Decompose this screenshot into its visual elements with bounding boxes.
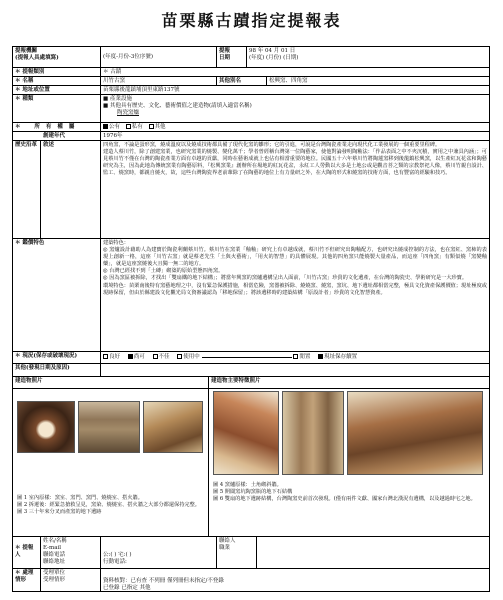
photos-row	[13, 377, 489, 537]
contact-mobile-label: 行動電話:	[103, 559, 127, 565]
checkbox-fair[interactable]	[128, 354, 133, 359]
process-field[interactable]	[101, 569, 489, 591]
contact-labels	[41, 537, 101, 568]
evaluation-bullet-3: ◎ 因為窯區被拆除，才找出「雙扇鐵的地下結構」；將當年興窯的窯爐遺構呈出人面前，「川竹古窯」珍貴的文化遺產，在台灣的陶瓷史、學術研究是一大珍寶。	[103, 275, 468, 282]
photo-kiln-interior	[17, 401, 75, 453]
evaluation-intro: 建築特色：	[103, 240, 129, 246]
category-field[interactable]: ＊ 古蹟	[103, 69, 122, 75]
contact-label: ＊ 提報人	[13, 537, 41, 568]
contact-org-label: 聯絡人	[219, 538, 236, 544]
contact-addr-label: 聯絡地址	[43, 559, 66, 565]
evaluation-bullet-4: 環境特色：苗栗南後特有窯藝地理之中，沒有緊急保護措施，相當危險，窯器被拆除、燒燒窯、燒窯，窯坑、地下遺址都相當完整，極具文化資產保護價值；現址極度或現跡保留，但由於縣建設文化觀光局文資審議認為「移地保留」；將該遺移時的建築結構「原設計者」珍貴的文化智慧資產。	[103, 282, 487, 296]
photo-excavation	[78, 401, 140, 453]
caption-5: 圖 5 開闊窯坑陶窯瓶的地下石結構	[213, 489, 293, 495]
status-row	[13, 352, 489, 364]
location-label: ＊ 地址或位置	[13, 86, 101, 94]
photos-left	[13, 377, 209, 536]
evaluation-bullet-1: ◎ 窯爐設計藉助人為建寶於陶瓷利蘭蔡川竹。蔡川竹在窯業「釉釉」研究上有卓越成就，蔡川竹不但研究出陶釉配方，也研究出燒成控制的方法，也在窯紅、窯柿的表現上創新一格，這座「川竹古窯」就是蔡老先生「土與火藝術」，「用火的智慧」的具體展現。其他的四角窯只能燒製大量產品，而這座「四角窯」有類似燒「窯變釉藥」，就是這座窯燒後大且獨一無二的地方。	[103, 247, 487, 268]
contact-org-field[interactable]	[257, 537, 489, 568]
photos-right	[209, 377, 489, 536]
caption-3: 圖 3 三十年來分叉而產窯的地下遺跡	[17, 509, 102, 515]
checkbox-idle[interactable]	[293, 354, 298, 359]
proposer-label: 提報機關 (提報人具處填寫)	[13, 47, 101, 67]
location-field[interactable]: 苗栗縣後龍鎮埔頂里東路137號	[103, 87, 180, 93]
other-field[interactable]	[101, 364, 489, 376]
caption-1: 圖 1 室內原樣：窯室、窯門、窯門、燒燒室、搭火牆。	[17, 495, 143, 501]
checkbox-good[interactable]	[103, 354, 108, 359]
category-label: ＊ 提報類別	[13, 68, 101, 76]
ownership-row	[13, 123, 489, 132]
evaluation-bullet-2: ◎ 台灣已經找不到「土磚」砌築的原始型態四角窯。	[103, 268, 224, 275]
history-sublabel: 敘述	[41, 141, 101, 238]
process-options-2: 已登錄 已指定 其他	[103, 585, 151, 591]
checkbox-in-use[interactable]	[177, 354, 182, 359]
photos-left-captions	[17, 495, 205, 516]
ownership-field[interactable]: 公有 私有 其他	[101, 123, 489, 131]
status-label: ＊ 現況(保存或破壞現況)	[13, 352, 101, 363]
name-row	[13, 77, 489, 86]
type-row	[13, 95, 489, 123]
history-text[interactable]	[101, 141, 489, 238]
process-row	[13, 569, 489, 591]
history-para-1: 四角窯，不論是蛋形窯，燒成溫度以及燒成技術都具備了現代化窯的雛形；它的引進，可說是台灣陶瓷產業走向現代化工業發展的一個重要里程碑。	[103, 142, 441, 148]
checkbox-private[interactable]	[126, 124, 131, 129]
category-row	[13, 68, 489, 77]
photo-double-structure	[347, 391, 483, 475]
photos-right-captions	[213, 482, 485, 503]
contact-name-label: 姓名/名稱	[43, 538, 67, 544]
contact-phone-label: 聯絡電話	[43, 552, 66, 558]
process-options: 資料核對：已有查 不列冊 僅列冊但未指定/不登錄	[103, 578, 224, 584]
page-title: 苗栗縣古蹟指定提報表	[161, 11, 342, 30]
date-label: 提報 日期	[217, 47, 247, 67]
photo-underground	[143, 401, 203, 453]
date-value: 98 年 04 月 01 日	[249, 48, 296, 54]
evaluation-label: ＊ 鑑價特色	[13, 239, 101, 351]
contact-row	[13, 537, 489, 569]
contact-email-label: E-mail	[43, 545, 61, 551]
location-row	[13, 86, 489, 95]
process-unit-label: 受理單位	[43, 570, 66, 576]
caption-2: 圖 2 拆遷後：經緊急搶救呈見，窯染、燒燒室、搭火牆之大部分都還保持完整。	[17, 502, 200, 508]
photo-brick-wall	[213, 391, 279, 475]
process-label: ＊ 處理情形	[13, 569, 41, 591]
alias-field[interactable]: 松興窯、四角窯	[269, 78, 308, 84]
type-label: ＊ 種類	[13, 95, 101, 122]
other-label: 其他(發現日期及原因)	[13, 364, 101, 376]
contact-phone-value: 公:( ) 宅:( )	[103, 552, 132, 558]
photo-kiln-pit	[282, 391, 344, 475]
contact-job-label: 職業	[219, 545, 231, 551]
other-row	[13, 364, 489, 377]
date-field[interactable]	[247, 47, 489, 67]
alias-label: 其他別名	[217, 77, 267, 85]
status-field[interactable]: 良好 尚可 不佳 使用中 閒置 現址保存續置	[101, 352, 489, 363]
report-form	[12, 46, 490, 592]
process-status-label: 受理情形	[43, 577, 66, 583]
contact-values[interactable]	[101, 537, 217, 568]
history-para-2: 建造人蔡川竹，除了創建窯業，也研究窯業的燒製、變化萬千；學者曾經稱台灣第一位陶藝家，使他對論發明陶釉法：「作品表面之中不夾沉積，實用之中兼具內涵」；可見蔡川竹不僅在台灣的陶瓷產業方面有卓越的貢獻，同時在藝術成就上也佔有相當重要的地位。民國五十六年蔡川竹將陶蓮窯移到後龍鎮松興窯，以生產紅瓦花盆和陶藝研究為主，因為此地為傳統窯業有陶藝原料，『松興窯業』創辦所在場地的紅瓦花盆，永紅工人勞動以大多是土地公或是觀音菩之類的宗教祭祀人像，蔡川竹親自設計、監工、燒窯時，都親自燒火，故，這些台灣陶瓷界老前輩除了在陶藝的地位上有力量研之外，在大陶的形式和燒窯的技術方面，也有豐富的經驗和技巧。	[103, 149, 487, 177]
checkbox-other[interactable]	[149, 124, 154, 129]
photos-left-title: 建造物照片	[13, 377, 208, 389]
history-label: 歷史沿革	[13, 141, 41, 238]
report-page	[8, 8, 495, 592]
established-label: 創建年代	[13, 132, 101, 140]
caption-6: 圖 6 雙扇的地下遺跡結構，台灣陶窯史前首次發現。(僅有兩件文獻、國家台灣北漢況有遺構，以及越過時宅之地。	[213, 496, 476, 502]
type-field[interactable]	[101, 95, 489, 122]
established-field[interactable]: 1976年	[103, 133, 123, 139]
checkbox-preserve[interactable]	[318, 354, 323, 359]
caption-4: 圖 4 窯爐原樣：土角砌斜牆。	[213, 482, 282, 488]
contact-org-labels	[217, 537, 257, 568]
checkbox-public[interactable]	[103, 124, 108, 129]
type-value-1: ■ 產業設施	[103, 96, 132, 102]
date-hint: (年度) (月份) (日期)	[249, 55, 299, 61]
process-labels	[41, 569, 101, 591]
established-row	[13, 132, 489, 141]
evaluation-row	[13, 239, 489, 352]
evaluation-text[interactable]	[101, 239, 489, 351]
photos-right-title: 建造物主要特徵照片	[209, 377, 489, 389]
ownership-label: ＊ 所有權屬	[13, 123, 101, 131]
type-value-2: ■ 其他具有歷史、文化、藝術價值之建造物(請填入適當名稱)	[103, 103, 252, 109]
name-field[interactable]: 川竹古窯	[101, 77, 217, 85]
type-value-3: 陶瓷窯爐	[117, 110, 140, 116]
history-row	[13, 141, 489, 239]
proposer-row	[13, 47, 489, 68]
proposer-hint[interactable]: (年度-月份-3位序號)	[101, 47, 217, 67]
name-label: ＊ 名稱	[13, 77, 101, 85]
checkbox-poor[interactable]	[153, 354, 158, 359]
